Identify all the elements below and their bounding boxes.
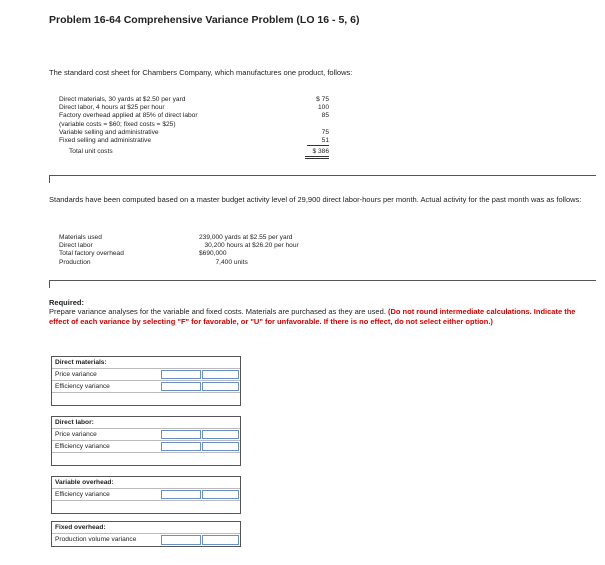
amount-input[interactable] bbox=[161, 430, 201, 439]
cost-row bbox=[59, 96, 329, 104]
actual-value: 239,000 yards at $2.55 per yard bbox=[199, 234, 293, 241]
cost-amount: 85 bbox=[321, 112, 329, 120]
required-text: Prepare variance analyses for the variable and fixed costs. Materials are purchased as they are used. bbox=[49, 307, 386, 317]
required-instructions bbox=[49, 298, 597, 326]
section-divider bbox=[49, 280, 596, 288]
table-heading: Direct labor: bbox=[52, 417, 240, 429]
actual-activity bbox=[59, 234, 359, 267]
cost-desc: Variable selling and administrative bbox=[59, 128, 159, 136]
actual-value: 30,200 hours at $26.20 per hour bbox=[199, 242, 299, 250]
cost-amount: 51 bbox=[321, 136, 329, 144]
required-red-note: (Do not round intermediate calculations. Indicate the effect of each variance by selecting "F" for favorable, or "U" for unfavorable. If there is no effect, do not select either option.) bbox=[49, 307, 576, 326]
amount-input[interactable] bbox=[161, 535, 201, 545]
effect-select[interactable] bbox=[202, 382, 239, 391]
intro-text: The standard cost sheet for Chambers Company, which manufactures one product, follows: bbox=[49, 68, 353, 77]
subtotal-underline bbox=[307, 145, 329, 146]
variable-overhead-table bbox=[51, 476, 241, 514]
actual-label: Materials used bbox=[59, 234, 102, 241]
table-blank-row bbox=[52, 453, 240, 465]
total-label: Total unit costs bbox=[69, 148, 113, 156]
cost-row bbox=[59, 121, 329, 129]
cost-desc: Factory overhead applied at 85% of direct labor bbox=[59, 112, 198, 120]
actual-label: Total factory overhead bbox=[59, 250, 124, 258]
standard-cost-sheet bbox=[59, 96, 329, 156]
effect-select[interactable] bbox=[202, 370, 239, 379]
table-blank-row bbox=[52, 393, 240, 405]
fixed-overhead-table bbox=[51, 521, 241, 547]
row-label: Production volume variance bbox=[55, 536, 137, 543]
row-label: Efficiency variance bbox=[55, 443, 110, 450]
effect-select[interactable] bbox=[202, 430, 239, 439]
amount-input[interactable] bbox=[161, 442, 201, 451]
problem-title: Problem 16-64 Comprehensive Variance Problem (LO 16 - 5, 6) bbox=[49, 14, 360, 26]
cost-desc: Fixed selling and administrative bbox=[59, 136, 151, 144]
total-amount: $ 386 bbox=[312, 148, 329, 156]
cost-amount: 75 bbox=[321, 128, 329, 136]
cost-row bbox=[59, 137, 329, 145]
table-row bbox=[52, 489, 240, 501]
actual-label: Direct labor bbox=[59, 242, 93, 250]
table-row bbox=[52, 441, 240, 453]
table-heading: Variable overhead: bbox=[52, 477, 240, 489]
actual-label: Production bbox=[59, 258, 91, 266]
required-heading: Required: bbox=[49, 298, 85, 307]
effect-select[interactable] bbox=[202, 442, 239, 451]
row-label: Price variance bbox=[55, 431, 97, 438]
actual-row bbox=[59, 259, 359, 267]
actual-row bbox=[59, 234, 359, 242]
actual-row bbox=[59, 242, 359, 250]
table-row bbox=[52, 381, 240, 393]
effect-select[interactable] bbox=[202, 535, 239, 545]
cost-row bbox=[59, 104, 329, 112]
actual-row bbox=[59, 250, 359, 258]
amount-input[interactable] bbox=[161, 370, 201, 379]
cost-desc: (variable costs = $60; fixed costs = $25) bbox=[59, 120, 176, 128]
direct-labor-table bbox=[51, 416, 241, 466]
table-row bbox=[52, 429, 240, 441]
standards-text: Standards have been computed based on a master budget activity level of 29,900 direct labor-hours per month. Actual activity for the past month was as follows: bbox=[49, 195, 582, 204]
table-row bbox=[52, 534, 240, 546]
actual-value: $690,000 bbox=[199, 250, 227, 258]
cost-total-row bbox=[59, 148, 329, 156]
row-label: Efficiency variance bbox=[55, 491, 110, 498]
cost-amount: $ 75 bbox=[316, 96, 329, 103]
cost-desc: Direct materials, 30 yards at $2.50 per yard bbox=[59, 96, 186, 103]
row-label: Price variance bbox=[55, 371, 97, 378]
actual-value: 7,400 units bbox=[199, 258, 248, 266]
table-heading: Direct materials: bbox=[52, 357, 240, 369]
section-divider bbox=[49, 175, 596, 183]
effect-select[interactable] bbox=[202, 490, 239, 499]
amount-input[interactable] bbox=[161, 382, 201, 391]
row-label: Efficiency variance bbox=[55, 383, 110, 390]
total-double-underline bbox=[305, 156, 329, 159]
direct-materials-table bbox=[51, 356, 241, 406]
table-blank-row bbox=[52, 501, 240, 513]
cost-desc: Direct labor, 4 hours at $25 per hour bbox=[59, 104, 165, 112]
table-row bbox=[52, 369, 240, 381]
cost-amount: 100 bbox=[317, 104, 329, 112]
amount-input[interactable] bbox=[161, 490, 201, 499]
cost-row bbox=[59, 112, 329, 120]
table-heading: Fixed overhead: bbox=[52, 522, 240, 534]
cost-row bbox=[59, 129, 329, 137]
